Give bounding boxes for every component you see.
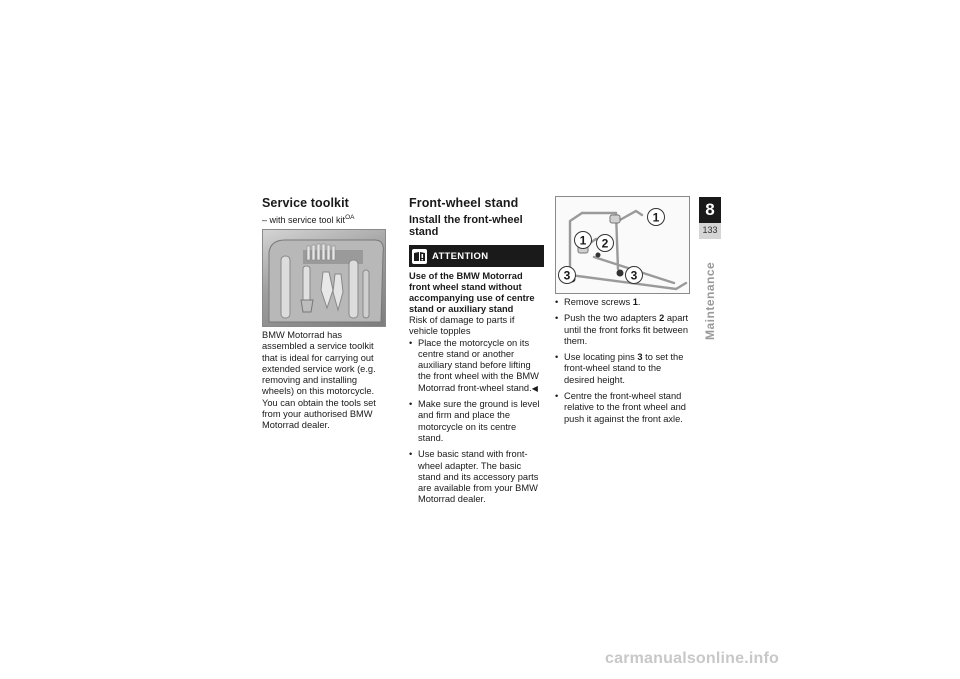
warning-risk: Risk of damage to parts if vehicle topples [409,315,515,337]
step-ref: 3 [637,352,643,363]
list-item [555,297,690,308]
page-number: 133 [702,225,718,235]
front-stand-steps [409,399,544,506]
column-stand-steps [555,196,690,430]
list-item [555,391,690,425]
toolkit-photo [262,229,386,327]
attention-label: ATTENTION [432,250,489,262]
front-stand-illustration [556,197,691,295]
step-text: Centre the front-wheel stand relative to the front wheel and push it against the front axle. [564,391,686,424]
callout-2: 2 [601,236,609,251]
option-line [262,214,387,225]
install-subheading: Install the front-wheel stand [409,214,523,238]
chapter-side-label: Maintenance [703,261,717,340]
end-mark-icon: ◀ [531,383,538,393]
step-ref: 1 [632,297,638,307]
service-toolkit-body: BMW Motorrad has assembled a service toolkit that is ideal for carrying out extended service work (e.g. removing and installing wheels) on this motorcycle. You can obtain the tools set from your authorised BMW Motorrad dealer. [262,330,376,431]
option-code: OA [345,214,355,221]
step-text: Push the two adapters [564,313,660,324]
step-text: apart until the front forks fit between them. [564,313,689,346]
option-text: with service tool kit [269,215,346,225]
list-item: • Make sure the ground is level and firm and place the motorcycle on its centre stand. [409,399,544,444]
step-ref: 2 [659,313,665,324]
list-item: • Use basic stand with front-wheel adapter. The basic stand and its accessory parts are available from your BMW Motorrad dealer. [409,449,544,505]
callout-1-lower: 1 [579,233,587,248]
book-warning-icon [412,249,427,264]
callout-1-upper: 1 [652,210,660,225]
callout-3-left: 3 [563,268,571,283]
service-toolkit-heading: Service toolkit [262,196,349,210]
list-item [555,313,690,347]
warning-list [409,338,544,394]
column-service-toolkit [262,196,387,432]
step-text: . [637,297,641,307]
front-stand-diagram [555,196,690,294]
warning-item-text: Place the motorcycle on its centre stand or another auxiliary stand before lifting the front wheel with the BMW Motorrad front-wheel stand. [418,337,539,393]
stand-steps-list [555,297,690,425]
chapter-number: 8 [699,197,721,223]
warning-item [409,338,544,394]
step-text: Use locating pins [564,352,638,363]
column-front-wheel-stand [409,196,544,511]
warning-title: Use of the BMW Motorrad front wheel stand without accompanying use of centre stand or auxiliary stand [409,271,535,314]
step-text: Remove screws [564,297,633,307]
step-text: to set the front-wheel stand to the desired height. [564,352,684,385]
toolkit-illustration [263,230,386,327]
attention-banner [409,245,544,267]
option-dash: – [262,215,268,225]
front-stand-heading: Front-wheel stand [409,196,519,210]
watermark: carmanualsonline.info [605,650,780,667]
list-item [555,352,690,386]
callout-3-right: 3 [630,268,638,283]
